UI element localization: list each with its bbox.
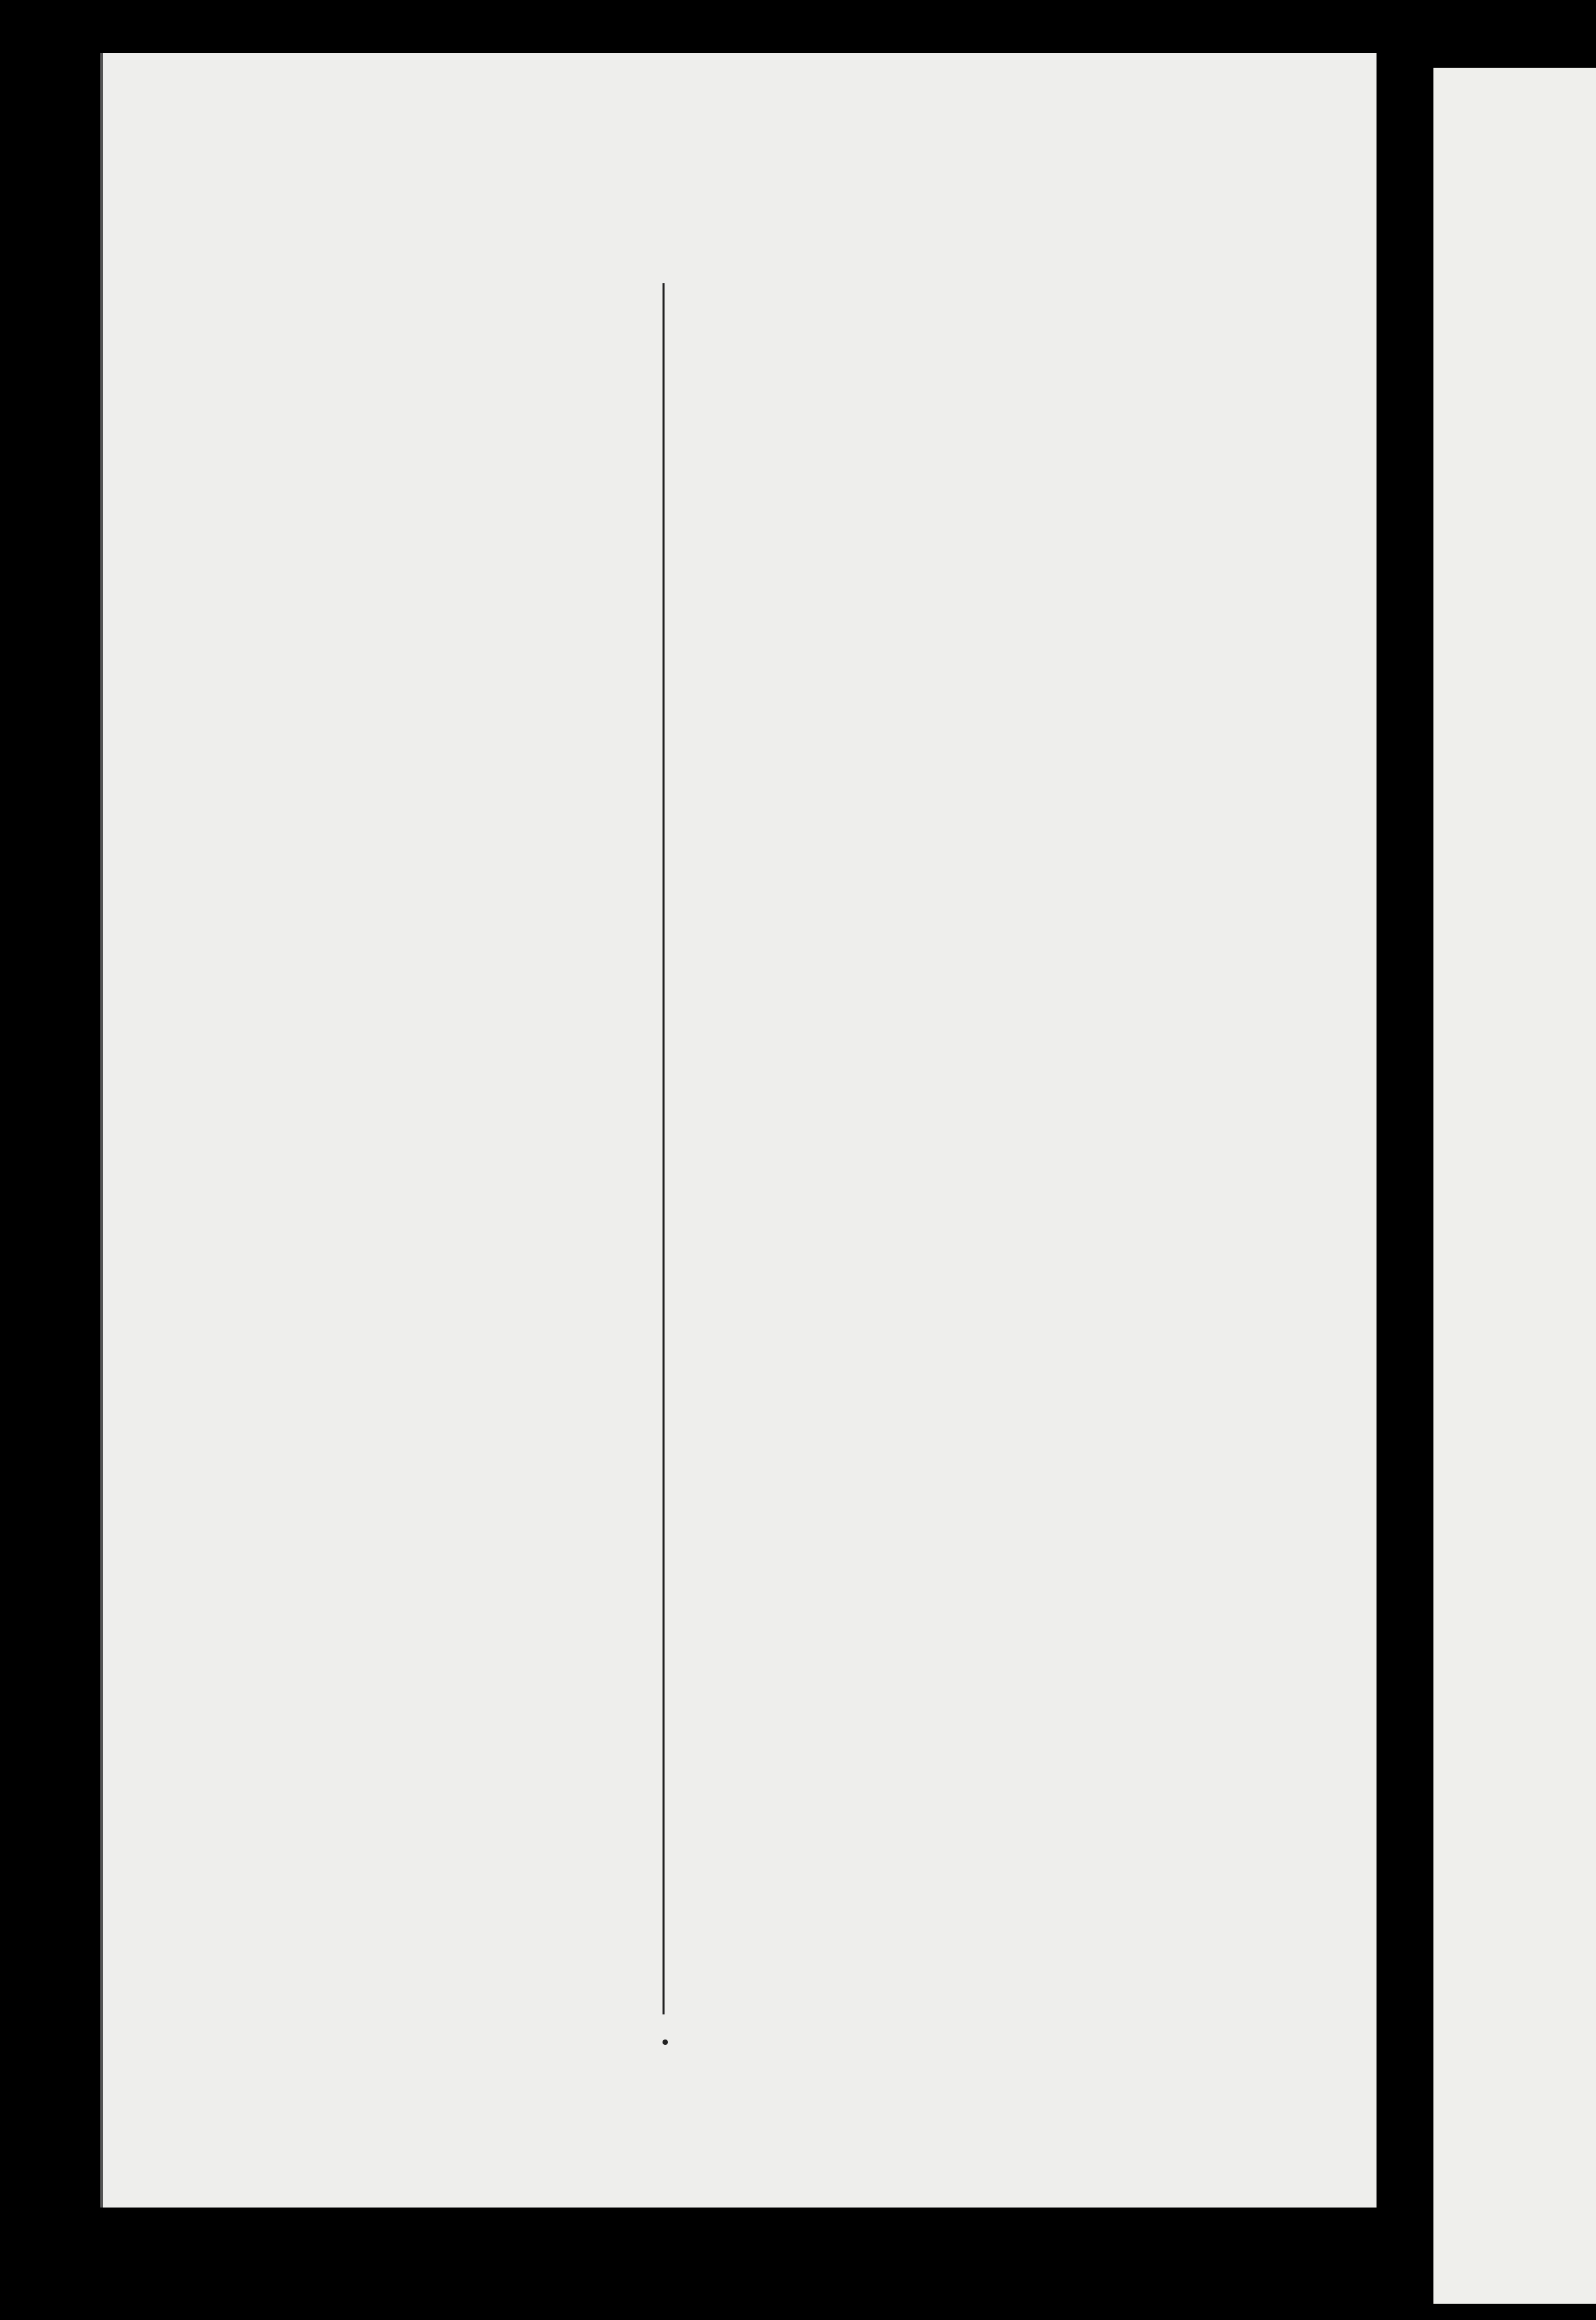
adjacent-page-fragment xyxy=(1433,68,1596,2304)
book-page xyxy=(100,53,1377,2208)
ink-dot xyxy=(663,2039,668,2045)
column-rule xyxy=(663,283,665,2014)
